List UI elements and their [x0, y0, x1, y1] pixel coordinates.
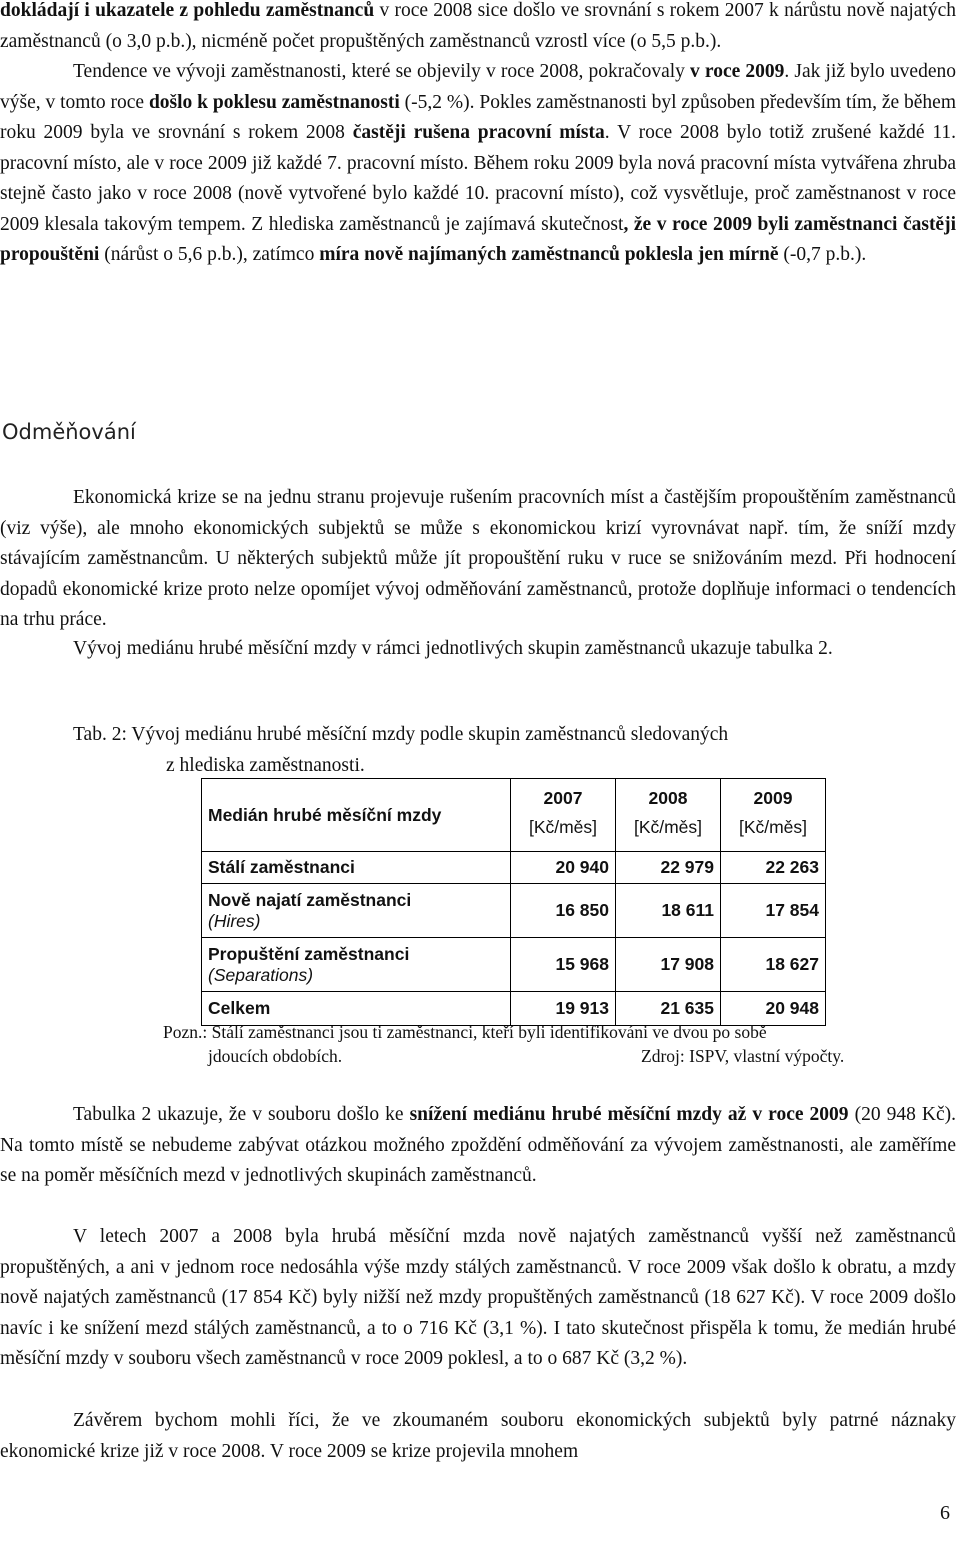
paragraph-wage-comparison: V letech 2007 a 2008 byla hrubá měsíční mzda nově najatých zaměstnanců vyšší než zaměstnanců propuštěných, a ani v jednom roce nedosáhla výše mzdy stálých zaměstnanců. V roce 2009 však došlo k obratu, a mzdy nově najatých zaměstnanců (17 854 Kč) byly nižší než mzdy propuštěných zaměstnanců (18 627 Kč). V roce 2009 došlo navíc i ke snížení mezd stálých zaměstnanců, a to o 716 Kč (3,1 %). I tato skutečnost přispěla k tomu, že medián hrubé měsíční mzdy v souboru všech zaměstnanců v roce 2009 poklesl, a to o 687 Kč (3,2 %). [0, 1226, 956, 1369]
text-run: (nárůst o 5,6 p.b.), zatímco [99, 244, 320, 265]
table-cell: 19 913 [511, 992, 616, 1026]
paragraph-employment-trends [0, 0, 956, 271]
row-sublabel: (Hires) [208, 910, 261, 931]
text-run: (-0,7 p.b.). [778, 244, 867, 265]
wage-median-table [201, 778, 826, 1026]
table-cell: 22 979 [616, 852, 721, 884]
table-cell: 17 908 [616, 938, 721, 992]
page-number: 6 [940, 1502, 950, 1524]
bold-text: dokládají i ukazatele z pohledu zaměstnanců [0, 0, 375, 21]
bold-text: v roce 2009 [690, 61, 785, 82]
row-sublabel: (Separations) [208, 964, 314, 985]
paragraph-table-intro: Vývoj mediánu hrubé měsíční mzdy v rámci jednotlivých skupin zaměstnanců ukazuje tabulka 2. [73, 638, 833, 659]
text-run: . Jak již bylo uvedeno výše, v tomto roce [0, 61, 956, 113]
table-cell: 18 627 [721, 938, 826, 992]
text-run: (20 948 Kč). Na tomto místě se nebudeme zabývat otázkou možného zpoždění odměňování za vývojem zaměstnanosti, ale zaměříme se na poměr měsíčních mezd v jednotlivých skupinách zaměstnanců. [0, 1104, 956, 1186]
section-heading: Odměňování [2, 420, 136, 444]
table-cell: 16 850 [511, 884, 616, 938]
row-label: Stálí zaměstnanci [208, 857, 355, 877]
paragraph-crisis-wages: Ekonomická krize se na jednu stranu projevuje rušením pracovních míst a častějším propouštěním zaměstnanců (viz výše), ale mnoho ekonomických subjektů se může s ekonomickou krizí vyrovnávat např. tím, že sníží mzdy stávajícím zaměstnancům. U některých subjektů může jít propouštění ruku v ruce se snižováním mezd. Při hodnocení dopadů ekonomické krize proto nelze opomíjet vývoj odměňování zaměstnanců, protože doplňuje informaci o tendencích na trhu práce. [0, 487, 956, 630]
table-header-year: 2007 [511, 779, 616, 818]
text-run: v roce 2008 sice došlo ve srovnání s rokem 2007 k nárůstu nově najatých zaměstnanců (o 3,0 p.b.), nicméně počet propuštěných zaměstnanců vzrostl více (o 5,5 p.b.). [0, 0, 956, 52]
row-label: Celkem [208, 998, 271, 1018]
paragraph-table-summary [0, 1100, 956, 1192]
table-row [202, 938, 826, 992]
table-cell: 15 968 [511, 938, 616, 992]
text-run: . V roce 2008 bylo totiž zrušené každé 11. pracovní místo, ale v roce 2009 již každé 7. pracovní místo. Během roku 2009 byla nová pracovní místa vytvářena zhruba stejně často jako v roce 2008 (nově vytvořené bylo každé 10. pracovní místo), což vysvětluje, proč zaměstnanost v roce 2009 klesala takovým tempem. Z hlediska zaměstnanců je zajímavá skutečnost [0, 122, 956, 235]
bold-text: častěji rušena pracovní místa [352, 122, 605, 143]
bold-text: došlo k poklesu zaměstnanosti [148, 91, 400, 113]
table-header-unit: [Kč/měs] [616, 817, 721, 852]
table-header-year: 2009 [721, 779, 826, 818]
text-run: (-5,2 %). Pokles zaměstnanosti byl způsoben především tím, že během roku 2009 byla ve srovnání s rokem 2008 [0, 91, 956, 143]
table-row-total [202, 992, 826, 1026]
table-header-unit: [Kč/měs] [721, 817, 826, 852]
table-note: Pozn.: Stálí zaměstnanci jsou ti zaměstnanci, kteří byli identifikováni ve dvou po sobě [163, 1022, 767, 1042]
table-caption: Tab. 2: Vývoj mediánu hrubé měsíční mzdy podle skupin zaměstnanců sledovaných [73, 724, 729, 745]
bold-text: snížení mediánu hrubé měsíční mzdy až v roce 2009 [409, 1104, 849, 1125]
table-source: Zdroj: ISPV, vlastní výpočty. [641, 1046, 845, 1066]
bold-text: míra nově najímaných zaměstnanců poklesla jen mírně [319, 244, 779, 265]
table-cell: 18 611 [616, 884, 721, 938]
table-caption-continued: z hlediska zaměstnanosti. [166, 755, 365, 776]
text-run: Tabulka 2 ukazuje, že v souboru došlo ke [73, 1104, 410, 1125]
table-header-unit: [Kč/měs] [511, 817, 616, 852]
text-run: Tendence ve vývoji zaměstnanosti, které se objevily v roce 2008, pokračovaly [73, 61, 691, 82]
table-cell: 20 940 [511, 852, 616, 884]
bold-text: , že v roce 2009 byli zaměstnanci častěji propouštěni [0, 213, 957, 265]
row-label: Nově najatí zaměstnanci [208, 889, 412, 910]
table-cell: 22 263 [721, 852, 826, 884]
table-cell: 20 948 [721, 992, 826, 1026]
paragraph-conclusion: Závěrem bychom mohli říci, že ve zkoumaném souboru ekonomických subjektů byly patrné náznaky ekonomické krize již v roce 2008. V roce 2009 se krize projevila mnohem [0, 1410, 956, 1462]
table-header-label: Medián hrubé měsíční mzdy [202, 779, 511, 852]
table-row [202, 884, 826, 938]
row-label: Propuštění zaměstnanci [208, 943, 410, 964]
table-cell: 17 854 [721, 884, 826, 938]
table-header-year: 2008 [616, 779, 721, 818]
table-cell: 21 635 [616, 992, 721, 1026]
table-row [202, 852, 826, 884]
table-note-continued: jdoucích obdobích. [208, 1046, 343, 1066]
